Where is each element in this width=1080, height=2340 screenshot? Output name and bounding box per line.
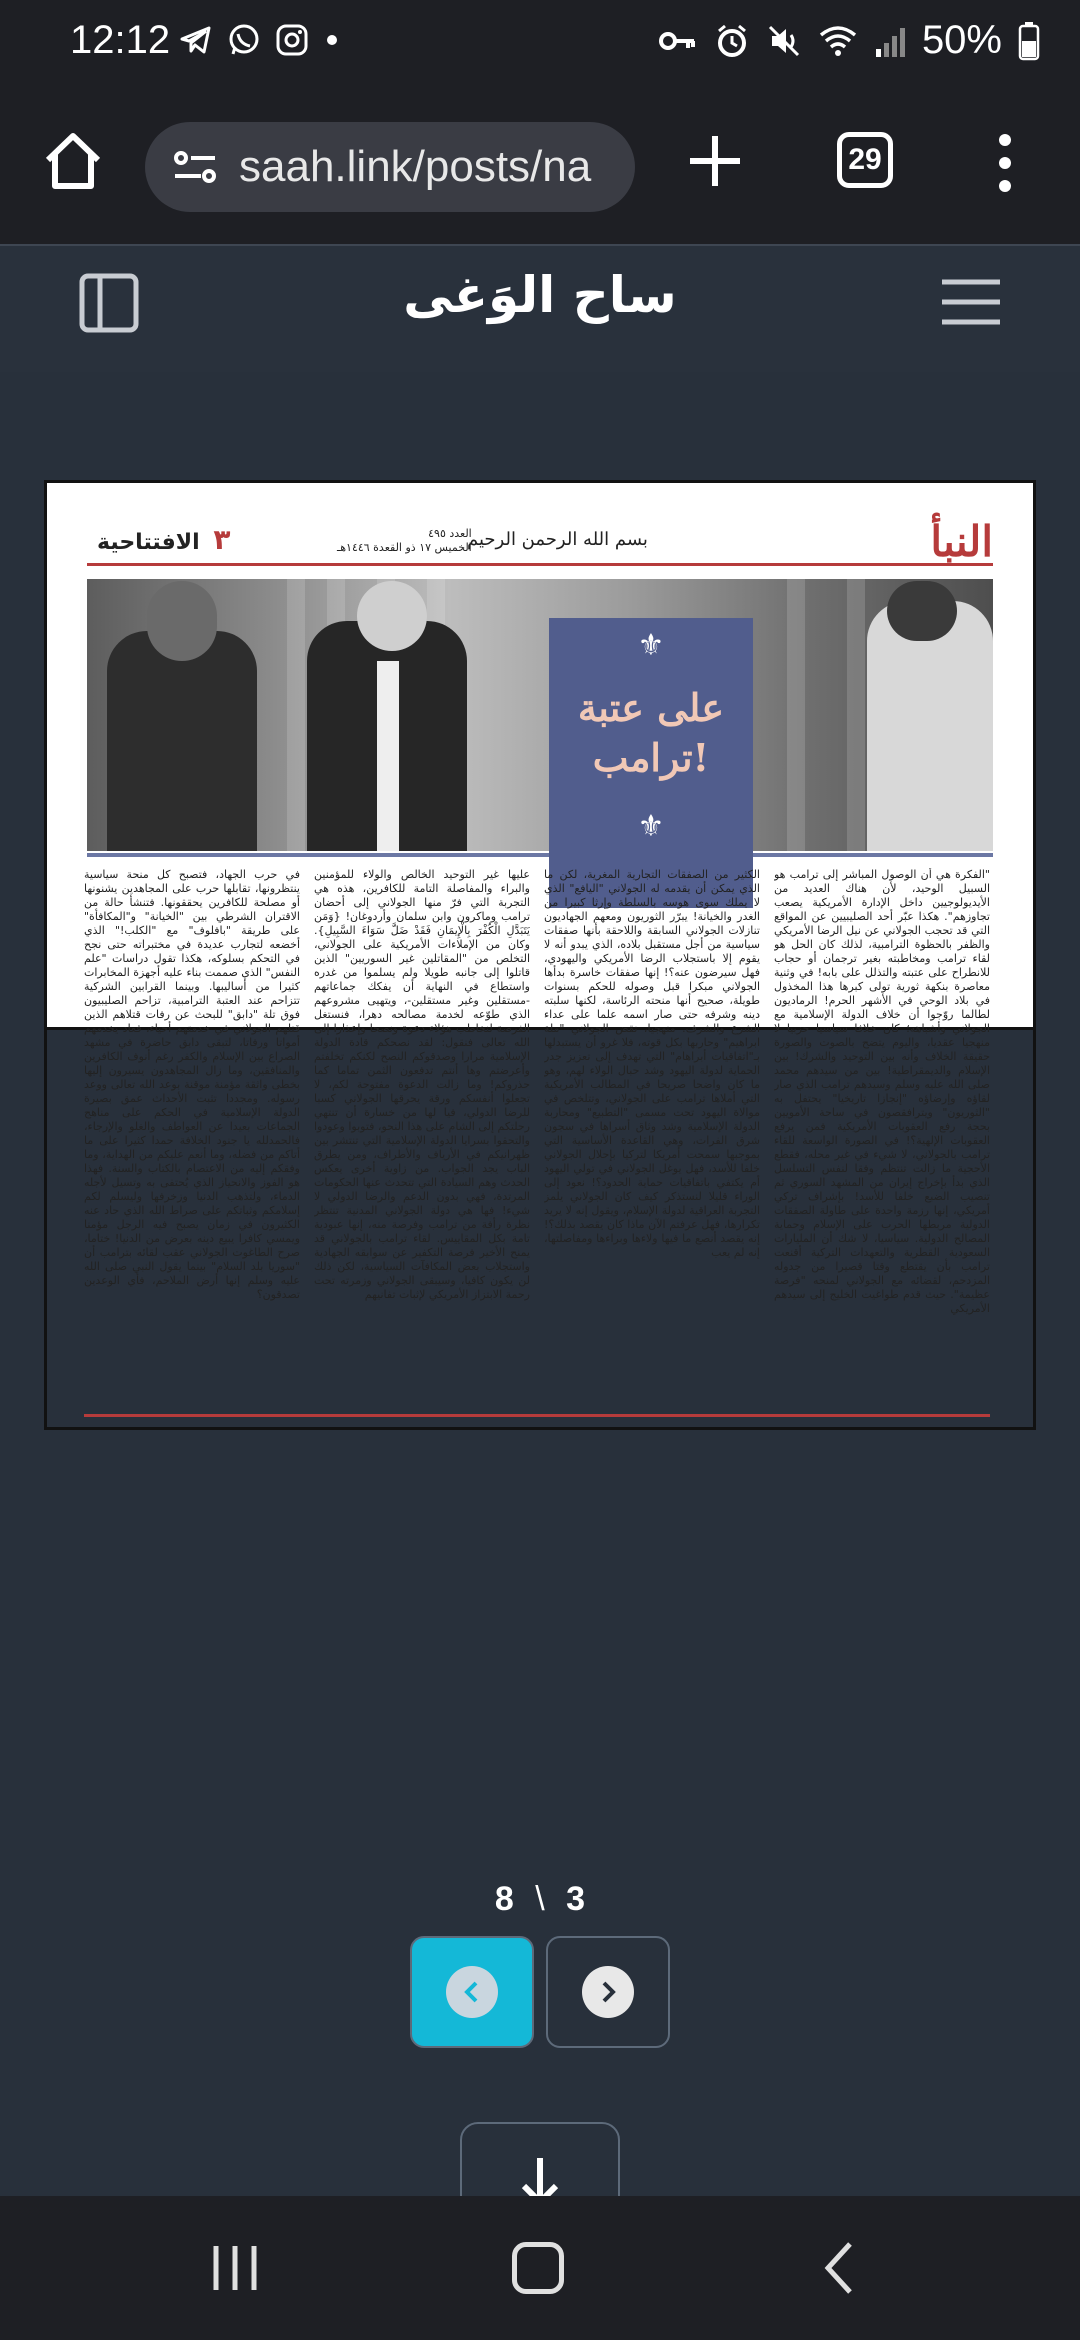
home-nav-button[interactable]: [512, 2242, 564, 2294]
wifi-icon: [818, 23, 858, 59]
key-icon: [658, 23, 698, 59]
system-navigation-bar: [0, 2196, 1080, 2340]
telegram-icon: [178, 22, 214, 58]
status-time: 12:12: [70, 18, 171, 62]
whatsapp-icon: [226, 22, 262, 58]
article-column: الكثير من الصفقات التجارية المغرية، لكن ما الذي يمكن أن يقدمه له الجولاني "اليافع" الذي لا يملك سوى هوسه بالسلطة وإرثا كبيرا من الغدر والخيانة! يبرّر الثوريون ومعهم الجهاديون تنازلات الجولاني السابقة واللاحقة بأنها صفقات سياسية من أجل مستقبل بلاده، الذي يبدو أنه لا يقوم إلا باستجلاب الرضا الأمريكي واليهودي، فهل سيرضون عنه؟! إنها صفقات خاسرة بدأها الجولاني مبكرا قبل وصوله للحكم بسنوات طويلة، صحيح أنها منحته الرئاسة، لكنها سلبته دينه وشرفه حتى صار اسمه علما على عداء الشرع والشرف. منهجيا، نقض الجولاني "ملة ابراهيم" وحاربها بكل قوته، فلا غرو أن يستبدلها بـ"اتفاقيات أبراهام" التي تهدف إلى تعزيز جدر الحماية لدولة اليهود وشد حبال الولاء لهم، وهو ما كان واضحا صريحا في المطالب الأمريكية التي أملاها ترامب على الجولاني، وتتلخص في موالاة اليهود تحت مسمى "التطبيع" ومحاربة الدولة الإسلامية وشد وثاق أسراها في سجون شرق الفرات، وهي القاعدة الأساسية التي بموجبها سمحت أمريكا لتركيا بإحلال الجولاني خلفا للأسد، فهل يوغل الجولاني في تولي اليهود أم يكتفي باتفاقيات حماية الحدود؟! نعود إلى الوراء قليلا لنستذكر كيف كان الجولاني يلمز التجربة العراقية لدولة الإسلام، ويقول إنه لا يريد تكرارها، فهل عرفتم الآن ماذا كان يقصد بذلك؟! إنه يقصد أنصع ما فيها ولاءها وبراءها ومفاصلتها، إنه لم يعب: [544, 868, 760, 1259]
signal-icon: [874, 23, 906, 59]
article-column: "الفكرة هي أن الوصول المباشر إلى ترامب هو السبيل الوحيد، لأن هناك العديد من الأيديولوجيين داخل الإدارة الأمريكية يصعب تجاوزهم". هكذا عبّر أحد الصليبيين عن المواقع التي قد تحجب الجولاني عن نيل الرضا الأمريكي والظفر بالحظوة الترامبية، لذلك كان الحل هو لقاء ترامب ومخاطبته بغير ترجمان أو حجاب للانطراح على عتبته والتذلل على بابه! في وثنية معاصرة بنكهة ثورية تولى كبرها هذا المخذول في بلاد الوحي في الأشهر الحرم! الرماديون لطالما روّجوا أن خلاف الدولة الإسلامية مع الجولاني وأشباهه؛ كان خلافا سياسيا حزبيا لا منهجيا عقديا، واليوم يتضح بالصوت والصورة حقيقة الخلاف وأنه بين التوحيد والشرك! بين الإسلام والديمقراطية! بين من سيدهم محمد صلى الله عليه وسلم وسيدهم ترامب الذي صار لقاؤه وإرضاؤه "إنجازا تاريخيا" يحتفل به "الثوريون" ويترافقصون في ساحة الأمويين بحجة رفع العقوبات الأمريكية فمن يرفع العقوبات الإلهية؟! في الصورة الواسعة للقاء ترامب بالجولاني، لا شيء في غير محله، فقطع الأحجية ما زالت تنتظم وفقا لنفس التسلسل الذي بدأ بإخراج إيران من المشهد السوري ثم تنصيب الضبع خلفا للأسد! بإشراف تركي أمريكي، إنها رزمة واحدة على طاولة الصفقات الدولية مربطها الحرب على الإسلام وحماية المصالح الدولية. سياسيا، لا شك أن المليارات السعودية القطرية والتعهدات التركية أقنعت ترامب بأن يقتطع وقتا قصيرا من جدوله المزدحم، لقضائه مع الجولاني لمنحه "فرصة عظيمة". حيث قدم طواغيت الخليج إلى سيدهم الأمريكي: [774, 868, 990, 1315]
ornament-icon: ⚜: [637, 809, 665, 844]
headline: على عتبة ترامب!: [577, 685, 725, 780]
dot-icon: [322, 22, 342, 58]
recent-apps-icon[interactable]: [210, 2242, 260, 2294]
site-header: [0, 244, 1080, 372]
tab-switcher-button[interactable]: 29: [837, 132, 893, 188]
article-column: عليها غير التوحيد الخالص والولاء للمؤمنين والبراء والمفاصلة التامة للكافرين، هذه هي التجربة التي فرّ منها الجولاني إلى أحضان ترامب وماكرون وابن سلمان وأردوغان! {وَمَن يَتَبَدَّلِ الْكُفْرَ بِالْإِيمَانِ فَقَدْ ضَلَّ سَوَاءَ السَّبِيلِ}. وكان من الإملاءات الأمريكية على الجولاني، التخلص من "المقاتلين غير السوريين" الذين قاتلوا إلى جانبه طويلا ولم يسلموا من غدره واستطاع في النهاية أن يفكك جماعاتهم -مستقلين وغير مستقلين-، ويتهيى مشروعهم الذي طوّعه لخدمة مصالحه دهرا، فنستغل الفرصة لنخاطب هؤلاء دعوة ونصحا وإعذارا إلى الله تعالى فنقول: لقد نصحكم قادة الدولة الإسلامية مرارا وصدقوكم النصح لكنكم تخلفتم وأعرضتم وها أنتم تدفعون الثمن تماما كما حذروكم! وما زالت الدعوة مفتوحة لكم، لا تجعلوا أنفسكم ورقة يحرقها الجولاني كسبا للرضا الدولي، فيا لها من خسارة أن تنتهي رحلتكم إلى الشام على هذا النحو، فتوبوا وعودوا والتحقوا بسرايا الدولة الإسلامية التي تنتشر بين ظهرانيكم في الأرياف والأطراف، ومن يطرق الباب يجد الجواب. من زاوية أخرى يعكس الحدث وهم السيادة التي تتحدث عنها الحكومات المرتدة، فهي بدون الدعم والرضا الدولي لا شيء! فها هي دولة الجولاني المدنية تنتظر نظرة رأفة من ترامب وفرصة منه، إنها عبودية تامة بكل المقاييس. لقاء ترامب بالجولاني قد يمنح الأخير فرصة التكفير عن سوابقه الجهادية واستجلاب بعض المكافآت السياسية، لكن ذلك لن يكون كافيا، وسيبقى الجولاني وزمرته تحت رحمة الابتزاز الأمريكي لإثبات تفانيهم: [314, 868, 530, 1301]
section-heading: [97, 523, 231, 556]
cover-photo: [87, 579, 993, 851]
system-icons: [658, 18, 1040, 63]
mute-icon: [766, 23, 802, 59]
url-text[interactable]: saah.link/posts/na: [239, 142, 592, 191]
battery-icon: [1018, 21, 1040, 61]
status-bar: [0, 0, 1080, 88]
issue-info: [337, 527, 472, 555]
page-bottom-frame: [44, 1026, 1036, 1430]
section-page-number: ٣: [213, 523, 231, 556]
more-menu-icon[interactable]: [985, 128, 1025, 198]
headline-box: [549, 618, 753, 908]
section-title: الافتتاحية: [97, 530, 200, 555]
notification-icons: [178, 22, 342, 58]
chevron-left-icon: [446, 1966, 498, 2018]
publication-logo: النبأ: [930, 517, 993, 566]
article-column: في حرب الجهاد، فتصبح كل منحة سياسية ينتظرونها، تقابلها حرب على المجاهدين يشنونها أو مصلحة للكافرين يحققونها. فتنشأ حالة من الاقتران الشرطي بين "الخيانة" و"المكافأة" على طريقة "بافلوف" مع "الكلب!" الذي أخضعه لتجارب عديدة في مختبراته حتى نجح في التحكم بسلوكه، هكذا تقول دراسات "علم النفس" الذي صممت بناء عليه أجهزة المخابرات كثيرا من أساليبها. وبينما القرابين الشركية تتزاحم عند العتبة الترامبية، تزاحم الصليبيون فوق تلة "دابق" للبحث عن رفات قتلاهم الذين قتلهم الجولاني في خدمتهم أحياء، فعاد يخدمهم أمواتا ورفاتا، لتبقى دابق حاضرة في مشهد الصراع بين الإسلام والكفر رغم أنوف الكافرين والمنافقين، وما زال المجاهدون يسيرون إليها بخطى واثقة مؤمنة موقنة بوعد الله تعالى ووعد رسوله. ومجددا تثبت الأحداث عمق بصيرة الدولة الإسلامية في الحكم على مناهج الجماعات بعيدا عن العواطف والغلو والإرجاء، فالحمدلله يا جنود الخلافة حمدا كثيرا على ما أتاكم من فضله، وما أنعم عليكم من الهداية، وما وفقكم إليه من الاعتصام بالكتاب والسنة. فهذا هو الفوز والانحياز الذي يُحتفى به وتسيل لأجله الدماء، ولتذهب الدنيا وزخرفها وليسلم لكم إسلامكم وثباتكم على صراط الله الذي حاد عنه الكثيرون في زمان يصبح فيه الرجل مؤمنا ويمسي كافرا يبيع دينه بعرض من الدنيا! ختاما، صرح الطاغوت الجولاني عقب لقائه بترامب أن "سوريا بلد السلام" بينما يقول النبي صلى الله عليه وسلم إنها أرض الملاحم، فأي الوعدين تصدقون؟: [84, 868, 300, 1301]
doc-header: [87, 517, 993, 566]
back-nav-icon[interactable]: [820, 2240, 860, 2296]
ornament-icon: ⚜: [637, 628, 665, 663]
alarm-icon: [714, 23, 750, 59]
address-bar[interactable]: [145, 122, 635, 212]
new-tab-icon[interactable]: [680, 126, 750, 196]
page-total: 8: [494, 1880, 514, 1918]
site-title[interactable]: ساح الوَغى: [403, 266, 677, 324]
page-counter: [0, 1880, 1080, 1919]
issue-number: العدد ٤٩٥: [428, 527, 472, 540]
photo-stripe: [87, 853, 993, 857]
instagram-icon: [274, 22, 310, 58]
page-current: 3: [566, 1880, 586, 1918]
issue-date: الخميس ١٧ ذو القعدة ١٤٤٦هـ: [337, 541, 472, 554]
battery-percent: 50%: [921, 18, 1002, 62]
next-page-button[interactable]: [546, 1936, 670, 2048]
page-separator: \: [535, 1880, 545, 1918]
hamburger-menu-icon[interactable]: [940, 276, 1002, 328]
basmala: بسم الله الرحمن الرحيم: [467, 529, 648, 550]
prev-page-button[interactable]: [410, 1936, 534, 2048]
browser-toolbar: [0, 88, 1080, 244]
site-settings-icon[interactable]: [171, 147, 221, 187]
chevron-right-icon: [582, 1966, 634, 2018]
home-icon[interactable]: [40, 128, 106, 194]
